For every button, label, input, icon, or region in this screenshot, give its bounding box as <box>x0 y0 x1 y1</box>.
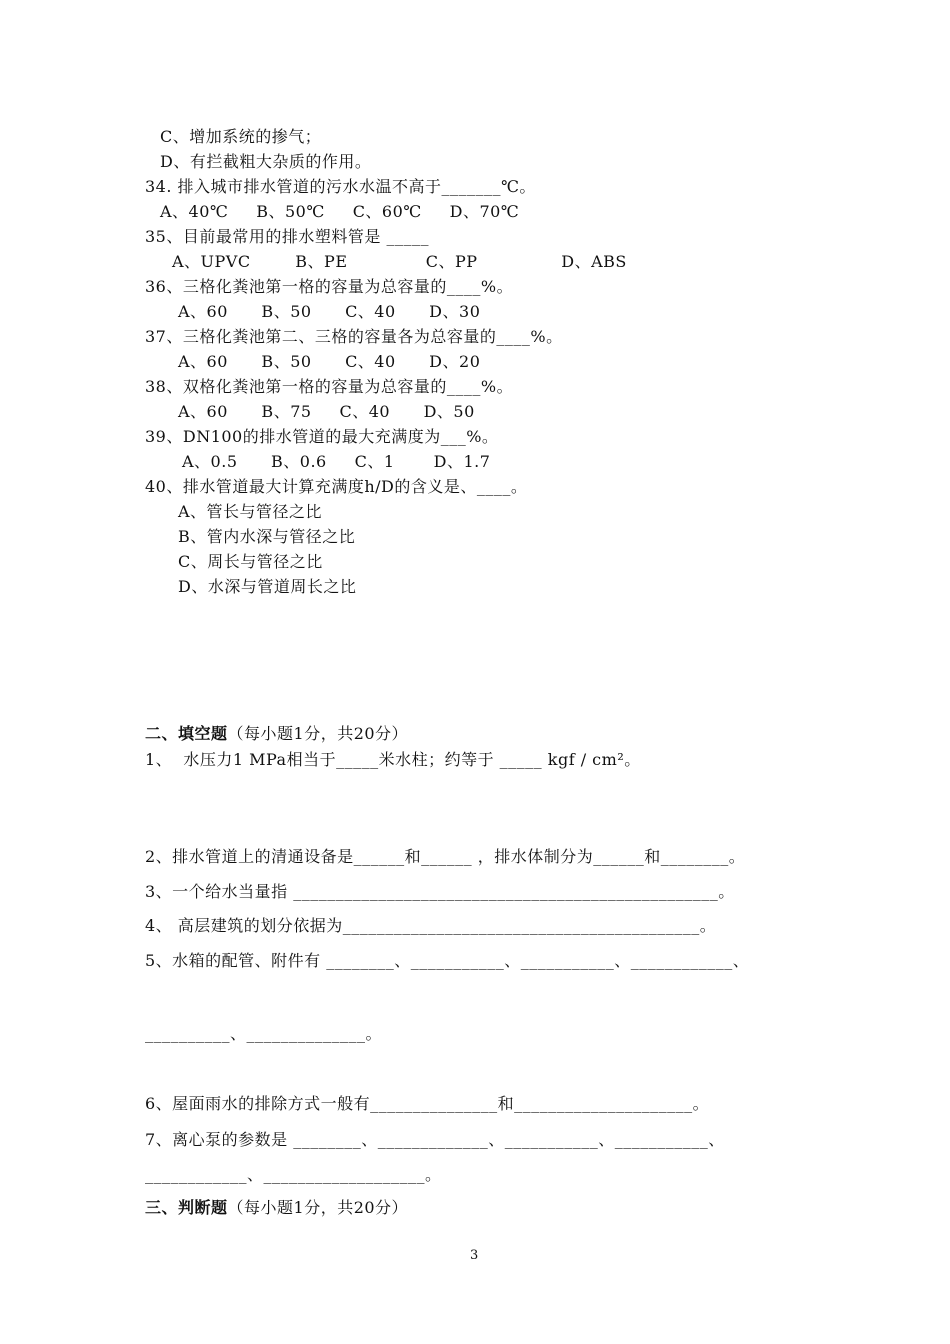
q40-option-b: B、管内水深与管径之比 <box>178 527 356 546</box>
section3-title: 三、判断题 <box>145 1198 228 1217</box>
fill-q5-line2: __________、______________。 <box>145 1024 383 1043</box>
q37-stem: 37、三格化粪池第二、三格的容量各为总容量的____%。 <box>145 327 563 346</box>
page-number: 3 <box>470 1248 479 1263</box>
fill-q3: 3、一个给水当量指 __________________________________________________。 <box>145 882 735 901</box>
q40-stem: 40、排水管道最大计算充满度h/D的含义是、____。 <box>145 477 528 496</box>
q39-options: A、0.5 B、0.6 C、1 D、1.7 <box>182 452 491 471</box>
fill-q7-line2: ____________、___________________。 <box>145 1165 442 1184</box>
fill-q7-line1: 7、离心泵的参数是 ________、_____________、___________、___________、 <box>145 1130 725 1149</box>
fill-q6: 6、屋面雨水的排除方式一般有_______________和_____________________。 <box>145 1094 710 1113</box>
section2-note: （每小题1分，共20分） <box>227 724 409 743</box>
q34-stem: 34. 排入城市排水管道的污水水温不高于_______℃。 <box>145 177 536 196</box>
q35-stem: 35、目前最常用的排水塑料管是 _____ <box>145 227 429 246</box>
q34-options: A、40℃ B、50℃ C、60℃ D、70℃ <box>160 202 520 221</box>
q38-options: A、60 B、75 C、40 D、50 <box>178 402 475 421</box>
fill-q5-line1: 5、水箱的配管、附件有 ________、___________、___________、____________、 <box>145 951 750 970</box>
q40-option-c: C、周长与管径之比 <box>178 552 323 571</box>
section2-title: 二、填空题 <box>145 724 228 743</box>
q33-option-d: D、有拦截粗大杂质的作用。 <box>160 152 372 171</box>
q33-option-c: C、增加系统的掺气； <box>160 127 322 146</box>
q40-option-a: A、管长与管径之比 <box>178 502 323 521</box>
section3-note: （每小题1分，共20分） <box>227 1198 409 1217</box>
q39-stem: 39、DN100的排水管道的最大充满度为___%。 <box>145 427 499 446</box>
q35-options: A、UPVC B、PE C、PP D、ABS <box>172 252 627 271</box>
fill-q4: 4、 高层建筑的划分依据为__________________________________________。 <box>145 916 717 935</box>
q36-options: A、60 B、50 C、40 D、30 <box>178 302 481 321</box>
q38-stem: 38、双格化粪池第一格的容量为总容量的____%。 <box>145 377 514 396</box>
q40-option-d: D、水深与管道周长之比 <box>178 577 357 596</box>
fill-q1: 1、 水压力1 MPa相当于_____米水柱；约等于 _____ kgf / cm²。 <box>145 750 641 769</box>
q36-stem: 36、三格化粪池第一格的容量为总容量的____%。 <box>145 277 514 296</box>
section3-heading <box>145 1198 408 1218</box>
section2-heading <box>145 724 408 744</box>
q37-options: A、60 B、50 C、40 D、20 <box>178 352 481 371</box>
fill-q2: 2、排水管道上的清通设备是______和______ ，排水体制分为______和________。 <box>145 847 746 866</box>
